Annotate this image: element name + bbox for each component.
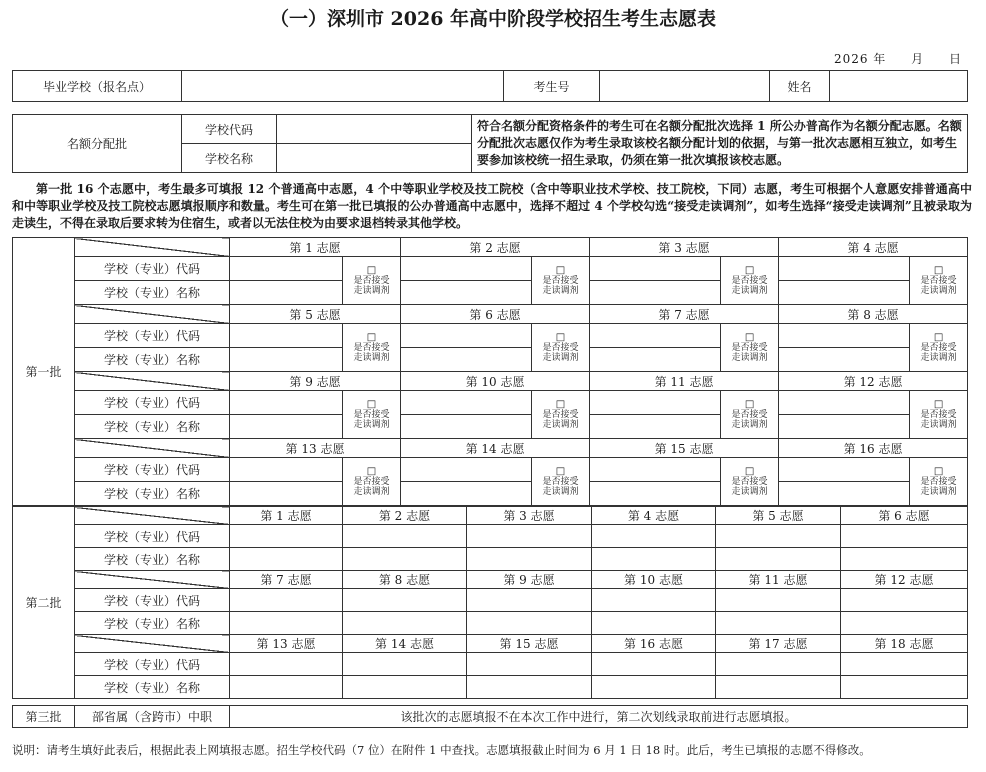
school-name-input[interactable]: [590, 281, 721, 305]
school-name-input[interactable]: [779, 348, 910, 372]
school-name-input[interactable]: [841, 612, 968, 635]
checkbox-label-line2: 走读调剂: [731, 420, 768, 430]
batch1-table: [12, 237, 968, 506]
checkbox-icon[interactable]: □: [933, 399, 944, 410]
school-code-input[interactable]: [230, 324, 343, 348]
checkbox-label-line2: 走读调剂: [920, 487, 957, 497]
commute-adjust-checkbox[interactable]: [532, 391, 590, 439]
school-name-input[interactable]: [230, 612, 343, 635]
checkbox-label-line2: 走读调剂: [542, 487, 579, 497]
checkbox-icon[interactable]: □: [555, 399, 566, 410]
school-name-input[interactable]: [230, 281, 343, 305]
choice-header: 第 6 志愿: [401, 305, 590, 324]
choice-header: 第 17 志愿: [716, 635, 841, 653]
school-label: 毕业学校（报名点）: [13, 71, 182, 102]
commute-adjust-checkbox[interactable]: [343, 458, 401, 506]
checkbox-label-line2: 走读调剂: [542, 420, 579, 430]
checkbox-label-line1: 是否接受: [542, 276, 579, 286]
school-code-input[interactable]: [230, 458, 343, 482]
school-code-input[interactable]: [841, 525, 968, 548]
checkbox-label-line1: 是否接受: [353, 477, 390, 487]
commute-adjust-checkbox[interactable]: [343, 391, 401, 439]
choice-header: 第 10 志愿: [401, 372, 590, 391]
school-code-input[interactable]: [230, 525, 343, 548]
checkbox-label-line1: 是否接受: [542, 343, 579, 353]
choice-header: 第 15 志愿: [590, 439, 779, 458]
checkbox-label-line1: 是否接受: [731, 343, 768, 353]
row-label-code: 学校（专业）代码: [75, 458, 230, 482]
quota-code-label: 学校代码: [182, 115, 277, 144]
school-code-input[interactable]: [467, 653, 592, 676]
checkbox-icon[interactable]: □: [555, 265, 566, 276]
checkbox-label-line1: 是否接受: [731, 477, 768, 487]
row-label-name: 学校（专业）名称: [75, 612, 230, 635]
school-name-input[interactable]: [467, 548, 592, 571]
checkbox-label-line2: 走读调剂: [920, 286, 957, 296]
commute-adjust-checkbox[interactable]: [910, 458, 968, 506]
school-code-input[interactable]: [343, 525, 467, 548]
diagonal-cell: [75, 439, 230, 458]
school-name-input[interactable]: [779, 482, 910, 506]
school-name-input[interactable]: [716, 612, 841, 635]
choice-header: 第 12 志愿: [841, 571, 968, 589]
school-code-input[interactable]: [779, 458, 910, 482]
checkbox-icon[interactable]: □: [744, 466, 755, 477]
school-code-input[interactable]: [779, 257, 910, 281]
school-name-input[interactable]: [590, 482, 721, 506]
checkbox-label-line2: 走读调剂: [353, 487, 390, 497]
checkbox-icon[interactable]: □: [555, 466, 566, 477]
checkbox-icon[interactable]: □: [366, 332, 377, 343]
checkbox-label-line2: 走读调剂: [353, 286, 390, 296]
commute-adjust-checkbox[interactable]: [532, 257, 590, 305]
school-name-input[interactable]: [401, 415, 532, 439]
choice-header: 第 2 志愿: [343, 507, 467, 525]
checkbox-label-line1: 是否接受: [353, 343, 390, 353]
school-code-input[interactable]: [401, 458, 532, 482]
school-code-input[interactable]: [467, 589, 592, 612]
school-name-input[interactable]: [592, 548, 716, 571]
diagonal-cell: [75, 372, 230, 391]
row-label-code: 学校（专业）代码: [75, 653, 230, 676]
checkbox-icon[interactable]: □: [555, 332, 566, 343]
form-date: [814, 50, 962, 67]
row-label-code: 学校（专业）代码: [75, 391, 230, 415]
checkbox-icon[interactable]: □: [933, 466, 944, 477]
commute-adjust-checkbox[interactable]: [343, 257, 401, 305]
checkbox-icon[interactable]: □: [933, 332, 944, 343]
checkbox-label-line2: 走读调剂: [542, 286, 579, 296]
commute-adjust-checkbox[interactable]: [910, 391, 968, 439]
choice-header: 第 11 志愿: [716, 571, 841, 589]
checkbox-icon[interactable]: □: [744, 265, 755, 276]
choice-header: 第 9 志愿: [467, 571, 592, 589]
row-label-name: 学校（专业）名称: [75, 281, 230, 305]
checkbox-label-line2: 走读调剂: [731, 487, 768, 497]
school-code-input[interactable]: [841, 589, 968, 612]
choice-header: 第 7 志愿: [590, 305, 779, 324]
school-name-input[interactable]: [230, 348, 343, 372]
quota-label: 名额分配批: [13, 115, 182, 173]
school-code-input[interactable]: [230, 589, 343, 612]
batch3-label: 第三批: [13, 706, 75, 728]
instructions: 第一批 16 个志愿中，考生最多可填报 12 个普通高中志愿，4 个中等职业学校及技工院校（含中等职业技术学校、技工院校，下同）志愿，考生可根据个人意愿安排普通高中和中等职业学校及技工院校志愿填报顺序和数量。考生可在第一批已填报的公办普通高中志愿中，选择不超过 4 个学校勾选“接受走读调剂”，如考生选择“接受走读调剂”且被录取为走读生，不得在录取后要求转为住宿生，或者以无法住校为由要求退档转录其他学校。: [12, 182, 972, 230]
school-name-input[interactable]: [590, 415, 721, 439]
school-code-input[interactable]: [230, 391, 343, 415]
choice-header: 第 8 志愿: [343, 571, 467, 589]
commute-adjust-checkbox[interactable]: [721, 257, 779, 305]
school-name-input[interactable]: [716, 676, 841, 699]
school-name-input[interactable]: [230, 415, 343, 439]
footer-note: 说明：请考生填好此表后，根据此表上网填报志愿。招生学校代码（7 位）在附件 1 中查找。志愿填报截止时间为 6 月 1 日 18 时。此后，考生已填报的志愿不得修改。: [12, 743, 871, 757]
commute-adjust-checkbox[interactable]: [343, 324, 401, 372]
choice-header: 第 3 志愿: [590, 238, 779, 257]
choice-header: 第 13 志愿: [230, 635, 343, 653]
batch2-table: [12, 506, 968, 699]
school-name-input[interactable]: [716, 548, 841, 571]
school-code-input[interactable]: [401, 391, 532, 415]
school-name-input[interactable]: [401, 348, 532, 372]
choice-header: 第 13 志愿: [230, 439, 401, 458]
school-code-input[interactable]: [716, 525, 841, 548]
row-label-code: 学校（专业）代码: [75, 257, 230, 281]
choice-header: 第 16 志愿: [592, 635, 716, 653]
checkbox-label-line2: 走读调剂: [353, 420, 390, 430]
checkbox-icon[interactable]: □: [933, 265, 944, 276]
school-code-input[interactable]: [841, 653, 968, 676]
school-name-input[interactable]: [401, 281, 532, 305]
checkbox-label-line2: 走读调剂: [353, 353, 390, 363]
school-code-input[interactable]: [590, 391, 721, 415]
school-code-input[interactable]: [779, 324, 910, 348]
batch1-label: 第一批: [13, 238, 75, 506]
choice-header: 第 11 志愿: [590, 372, 779, 391]
diagonal-cell: [75, 305, 230, 324]
school-name-input[interactable]: [779, 281, 910, 305]
choice-header: 第 2 志愿: [401, 238, 590, 257]
choice-header: 第 14 志愿: [401, 439, 590, 458]
school-code-input[interactable]: [592, 653, 716, 676]
school-name-input[interactable]: [779, 415, 910, 439]
row-label-code: 学校（专业）代码: [75, 525, 230, 548]
choice-header: 第 18 志愿: [841, 635, 968, 653]
checkbox-label-line2: 走读调剂: [731, 286, 768, 296]
quota-name-label: 学校名称: [182, 144, 277, 173]
choice-header: 第 14 志愿: [343, 635, 467, 653]
school-name-input[interactable]: [230, 548, 343, 571]
school-name-input[interactable]: [343, 612, 467, 635]
date-day: 日: [948, 52, 962, 66]
choice-header: 第 9 志愿: [230, 372, 401, 391]
choice-header: 第 12 志愿: [779, 372, 968, 391]
checkbox-label-line2: 走读调剂: [920, 353, 957, 363]
school-code-input[interactable]: [401, 257, 532, 281]
diagonal-cell: [75, 238, 230, 257]
checkbox-icon[interactable]: □: [366, 265, 377, 276]
school-code-input[interactable]: [401, 324, 532, 348]
school-code-input[interactable]: [716, 653, 841, 676]
name-label: 姓名: [770, 71, 830, 102]
school-code-input[interactable]: [343, 589, 467, 612]
checkbox-label-line2: 走读调剂: [731, 353, 768, 363]
quota-name-field[interactable]: [277, 144, 472, 173]
checkbox-label-line1: 是否接受: [920, 477, 957, 487]
batch2-label: 第二批: [13, 507, 75, 699]
checkbox-icon[interactable]: □: [744, 399, 755, 410]
commute-adjust-checkbox[interactable]: [721, 458, 779, 506]
school-name-input[interactable]: [343, 548, 467, 571]
commute-adjust-checkbox[interactable]: [910, 324, 968, 372]
row-label-name: 学校（专业）名称: [75, 348, 230, 372]
exam-no-label: 考生号: [504, 71, 600, 102]
date-year: 2026 年: [833, 52, 887, 66]
school-field[interactable]: [182, 71, 504, 102]
quota-note: 符合名额分配资格条件的考生可在名额分配批次选择 1 所公办普高作为名额分配志愿。名额分配批次志愿仅作为考生录取该校名额分配计划的依据，与第一批次志愿相互独立，如考生要参加该校统一招生录取，仍须在第一批次填报该校志愿。: [472, 115, 968, 173]
school-code-input[interactable]: [592, 525, 716, 548]
school-name-input[interactable]: [467, 612, 592, 635]
quota-table: [12, 114, 968, 173]
commute-adjust-checkbox[interactable]: [721, 324, 779, 372]
school-name-input[interactable]: [592, 612, 716, 635]
row-label-code: 学校（专业）代码: [75, 324, 230, 348]
school-code-input[interactable]: [592, 589, 716, 612]
row-label-name: 学校（专业）名称: [75, 676, 230, 699]
commute-adjust-checkbox[interactable]: [532, 324, 590, 372]
choice-header: 第 3 志愿: [467, 507, 592, 525]
school-code-input[interactable]: [779, 391, 910, 415]
diagonal-cell: [75, 571, 230, 589]
commute-adjust-checkbox[interactable]: [910, 257, 968, 305]
checkbox-label-line2: 走读调剂: [542, 353, 579, 363]
choice-header: 第 6 志愿: [841, 507, 968, 525]
choice-header: 第 8 志愿: [779, 305, 968, 324]
choice-header: 第 10 志愿: [592, 571, 716, 589]
checkbox-label-line1: 是否接受: [731, 410, 768, 420]
date-month: 月: [911, 52, 925, 66]
checkbox-icon[interactable]: □: [744, 332, 755, 343]
school-name-input[interactable]: [841, 548, 968, 571]
school-code-input[interactable]: [343, 653, 467, 676]
student-info-table: [12, 70, 968, 102]
school-code-input[interactable]: [467, 525, 592, 548]
school-name-input[interactable]: [230, 482, 343, 506]
school-name-input[interactable]: [401, 482, 532, 506]
checkbox-label-line2: 走读调剂: [920, 420, 957, 430]
school-name-input[interactable]: [467, 676, 592, 699]
name-field[interactable]: [830, 71, 968, 102]
form-title: （一）深圳市 2026 年高中阶段学校招生考生志愿表: [269, 8, 717, 30]
row-label-name: 学校（专业）名称: [75, 415, 230, 439]
checkbox-label-line1: 是否接受: [542, 410, 579, 420]
school-name-input[interactable]: [841, 676, 968, 699]
checkbox-label-line1: 是否接受: [920, 343, 957, 353]
choice-header: 第 4 志愿: [779, 238, 968, 257]
checkbox-label-line1: 是否接受: [353, 410, 390, 420]
school-code-input[interactable]: [230, 257, 343, 281]
choice-header: 第 5 志愿: [230, 305, 401, 324]
checkbox-label-line1: 是否接受: [542, 477, 579, 487]
batch3-table: [12, 705, 968, 728]
school-code-input[interactable]: [590, 324, 721, 348]
choice-header: 第 4 志愿: [592, 507, 716, 525]
diagonal-cell: [75, 635, 230, 653]
school-code-input[interactable]: [590, 458, 721, 482]
school-name-input[interactable]: [343, 676, 467, 699]
batch3-note: 该批次的志愿填报不在本次工作中进行，第二次划线录取前进行志愿填报。: [230, 706, 968, 728]
checkbox-label-line1: 是否接受: [920, 276, 957, 286]
choice-header: 第 1 志愿: [230, 238, 401, 257]
choice-header: 第 5 志愿: [716, 507, 841, 525]
checkbox-icon[interactable]: □: [366, 466, 377, 477]
exam-no-field[interactable]: [600, 71, 770, 102]
school-code-input[interactable]: [230, 653, 343, 676]
row-label-name: 学校（专业）名称: [75, 482, 230, 506]
checkbox-label-line1: 是否接受: [731, 276, 768, 286]
choice-header: 第 7 志愿: [230, 571, 343, 589]
choice-header: 第 1 志愿: [230, 507, 343, 525]
commute-adjust-checkbox[interactable]: [721, 391, 779, 439]
checkbox-icon[interactable]: □: [366, 399, 377, 410]
row-label-code: 学校（专业）代码: [75, 589, 230, 612]
diagonal-cell: [75, 507, 230, 525]
school-name-input[interactable]: [590, 348, 721, 372]
checkbox-label-line1: 是否接受: [920, 410, 957, 420]
quota-code-field[interactable]: [277, 115, 472, 144]
school-name-input[interactable]: [230, 676, 343, 699]
batch3-category: 部省属（含跨市）中职: [75, 706, 230, 728]
commute-adjust-checkbox[interactable]: [532, 458, 590, 506]
choice-header: 第 15 志愿: [467, 635, 592, 653]
checkbox-label-line1: 是否接受: [353, 276, 390, 286]
school-name-input[interactable]: [592, 676, 716, 699]
school-code-input[interactable]: [590, 257, 721, 281]
choice-header: 第 16 志愿: [779, 439, 968, 458]
row-label-name: 学校（专业）名称: [75, 548, 230, 571]
school-code-input[interactable]: [716, 589, 841, 612]
